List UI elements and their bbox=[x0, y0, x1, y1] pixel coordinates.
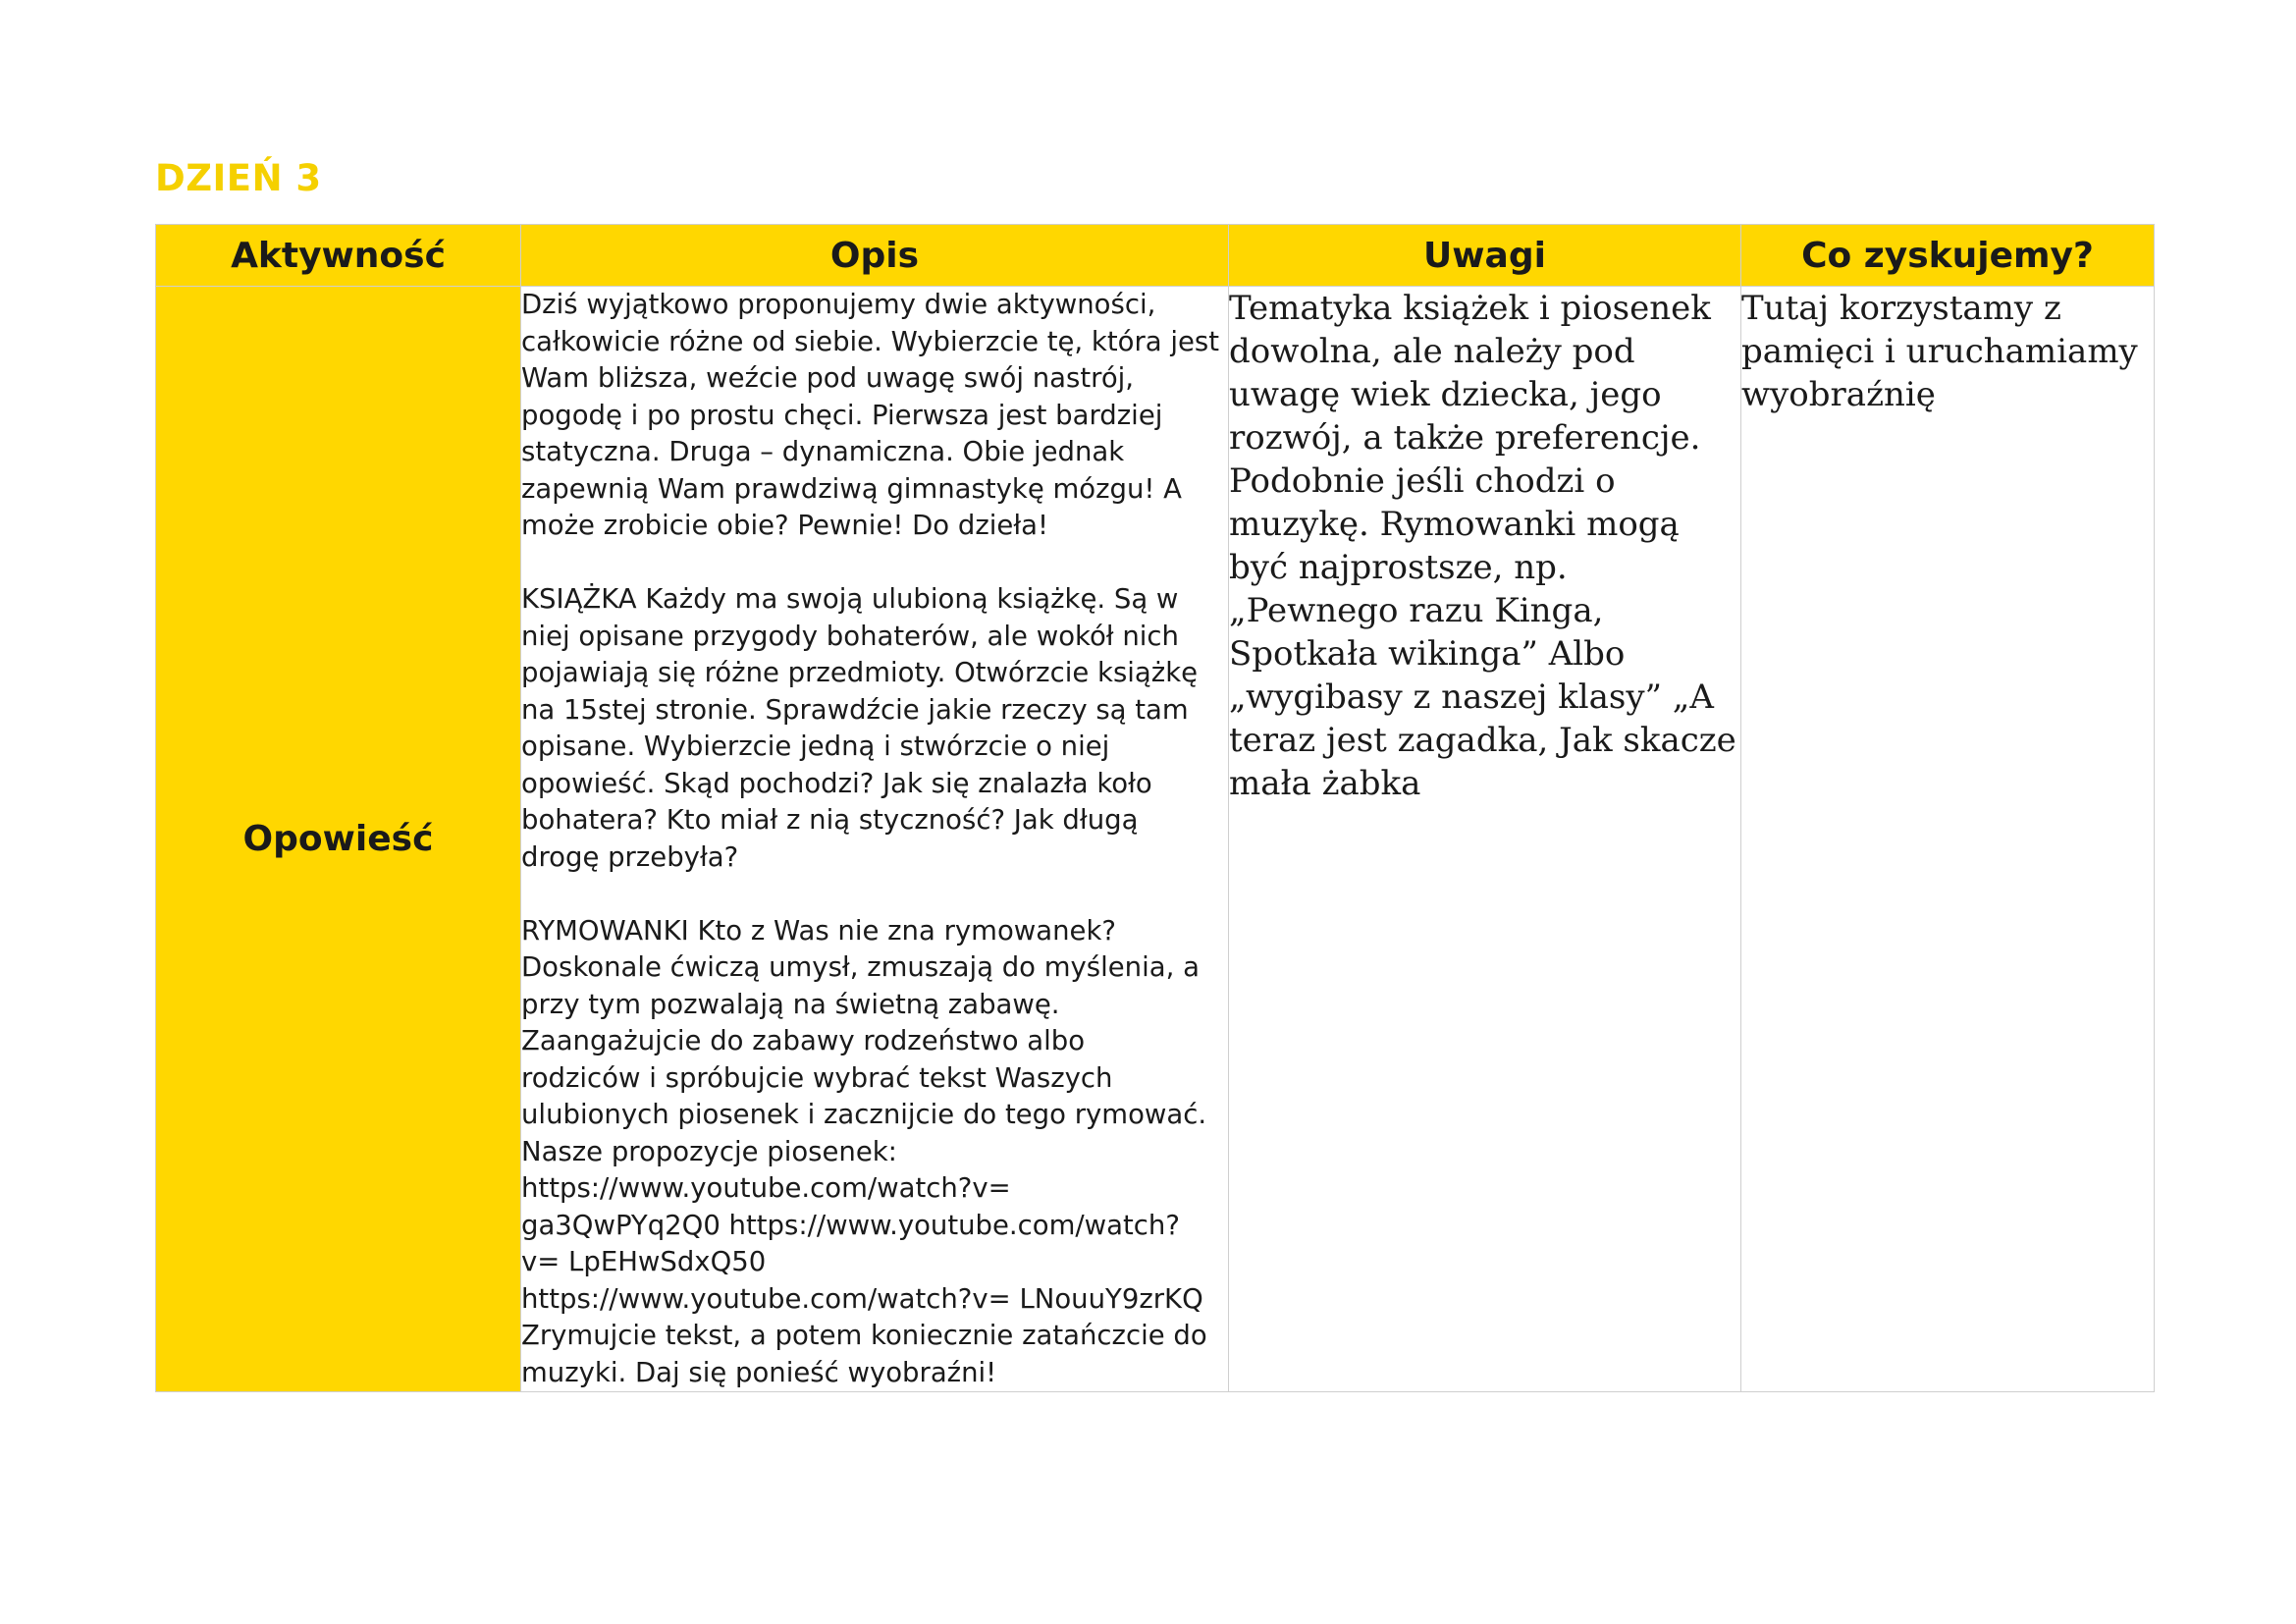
header-gains: Co zyskujemy? bbox=[1741, 225, 2155, 287]
table-header-row bbox=[156, 225, 2155, 287]
notes-cell: Tematyka książek i piosenek dowolna, ale należy pod uwagę wiek dziecka, jego rozwój, a także preferencje. Podobnie jeśli chodzi o muzykę. Rymowanki mogą być najprostsze, np. „Pewnego razu Kinga, Spotkała wikinga” Albo „wygibasy z naszej klasy” „A teraz jest zagadka, Jak skacze mała żabka bbox=[1229, 287, 1741, 1392]
description-book: KSIĄŻKA Każdy ma swoją ulubioną książkę. Są w niej opisane przygody bohaterów, ale wokół nich pojawiają się różne przedmioty. Otwórzcie książkę na 15stej stronie. Sprawdźcie jakie rzeczy są tam opisane. Wybierzcie jedną i stwórzcie o niej opowieść. Skąd pochodzi? Jak się znalazła koło bohatera? Kto miał z nią styczność? Jak długą drogę przebyła? bbox=[521, 583, 1199, 873]
gains-cell: Tutaj korzystamy z pamięci i uruchamiamy wyobraźnię bbox=[1741, 287, 2155, 1392]
description-cell bbox=[521, 287, 1229, 1392]
activity-table bbox=[155, 224, 2155, 1392]
header-activity: Aktywność bbox=[156, 225, 521, 287]
description-rhymes: RYMOWANKI Kto z Was nie zna rymowanek? Doskonale ćwiczą umysł, zmuszają do myślenia, a przy tym pozwalają na świetną zabawę. Zaangażujcie do zabawy rodzeństwo albo rodziców i spróbujcie wybrać tekst Waszych ulubionych piosenek i zacznijcie do tego rymować. Nasze propozycje piosenek: https://www.youtube.com/watch?v= ga3QwPYq2Q0 https://www.youtube.com/watch? v= LpEHwSdxQ50 https://www.youtube.com/watch?v= LNouuY9zrKQ Zrymujcie tekst, a potem koniecznie zatańczcie do muzyki. Daj się ponieść wyobraźni! bbox=[521, 914, 1207, 1388]
page-title: DZIEŃ 3 bbox=[155, 157, 322, 199]
description-intro: Dziś wyjątkowo proponujemy dwie aktywności, całkowicie różne od siebie. Wybierzcie tę, która jest Wam bliższa, weźcie pod uwagę swój nastrój, pogodę i po prostu chęci. Pierwsza jest bardziej statyczna. Druga – dynamiczna. Obie jednak zapewnią Wam prawdziwą gimnastykę mózgu! A może zrobicie obie? Pewnie! Do dzieła! bbox=[521, 289, 1220, 541]
activity-cell: Opowieść bbox=[156, 287, 521, 1392]
header-description: Opis bbox=[521, 225, 1229, 287]
table-row bbox=[156, 287, 2155, 1392]
header-notes: Uwagi bbox=[1229, 225, 1741, 287]
